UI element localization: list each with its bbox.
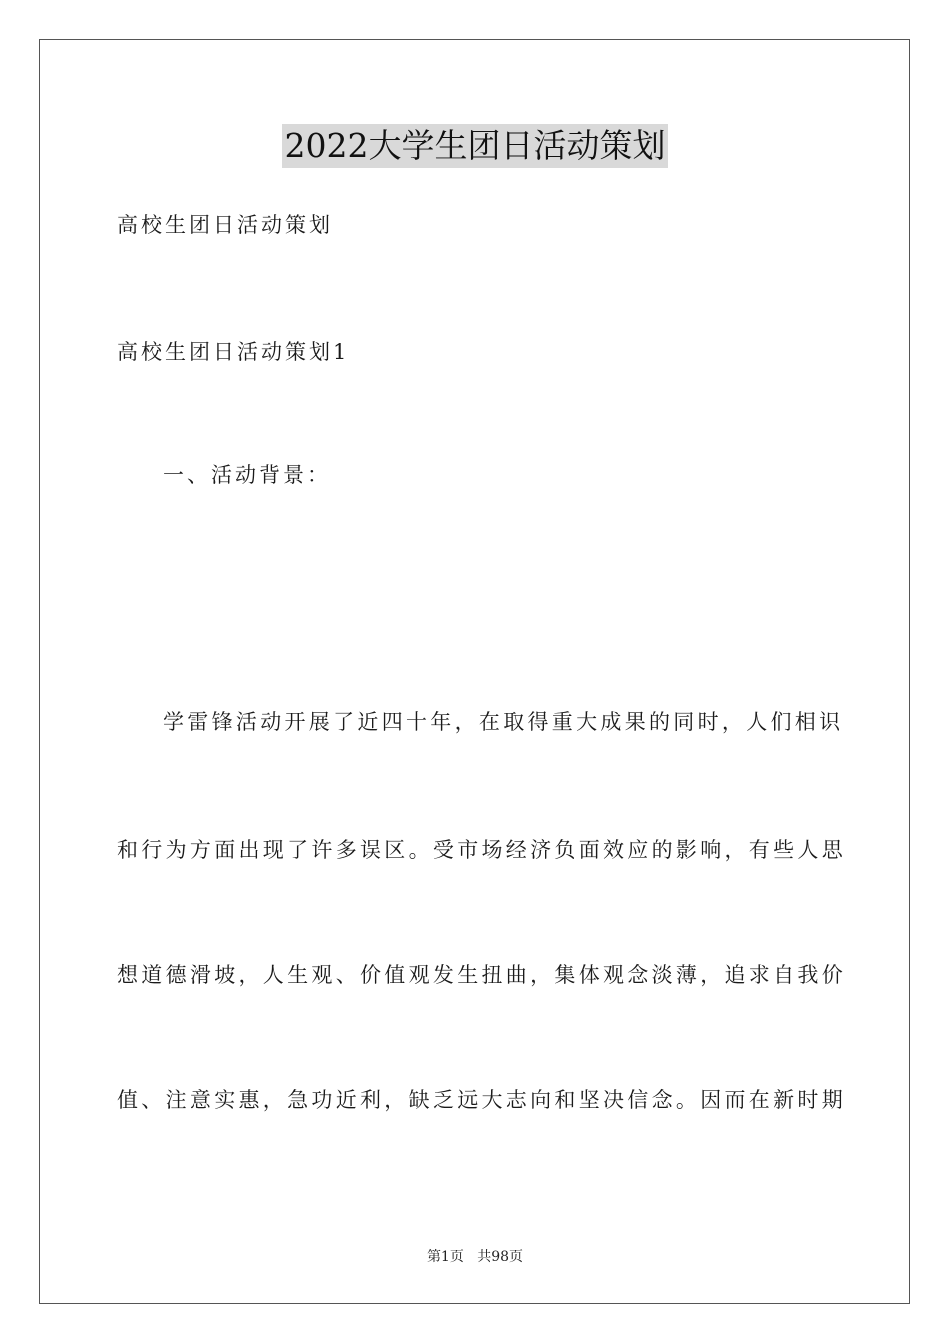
part-heading: 一、活动背景：: [163, 463, 331, 487]
paragraph-line-1: 学雷锋活动开展了近四十年，在取得重大成果的同时，人们相识: [163, 710, 844, 734]
document-title: 2022大学生团日活动策划: [282, 124, 669, 168]
paragraph-line-2: 和行为方面出现了许多误区。受市场经济负面效应的影响，有些人思: [117, 838, 846, 862]
title-container: [0, 124, 950, 168]
page-total: 共98页: [477, 1249, 524, 1265]
paragraph-line-3: 想道德滑坡，人生观、价值观发生扭曲，集体观念淡薄，追求自我价: [117, 963, 846, 987]
paragraph-line-4: 值、注意实惠，急功近利，缺乏远大志向和坚决信念。因而在新时期: [117, 1088, 846, 1112]
page-footer: [0, 1247, 950, 1267]
section-heading: 高校生团日活动策划1: [117, 340, 350, 364]
page-number: 第1页: [426, 1249, 464, 1265]
document-subtitle: 高校生团日活动策划: [117, 213, 333, 237]
